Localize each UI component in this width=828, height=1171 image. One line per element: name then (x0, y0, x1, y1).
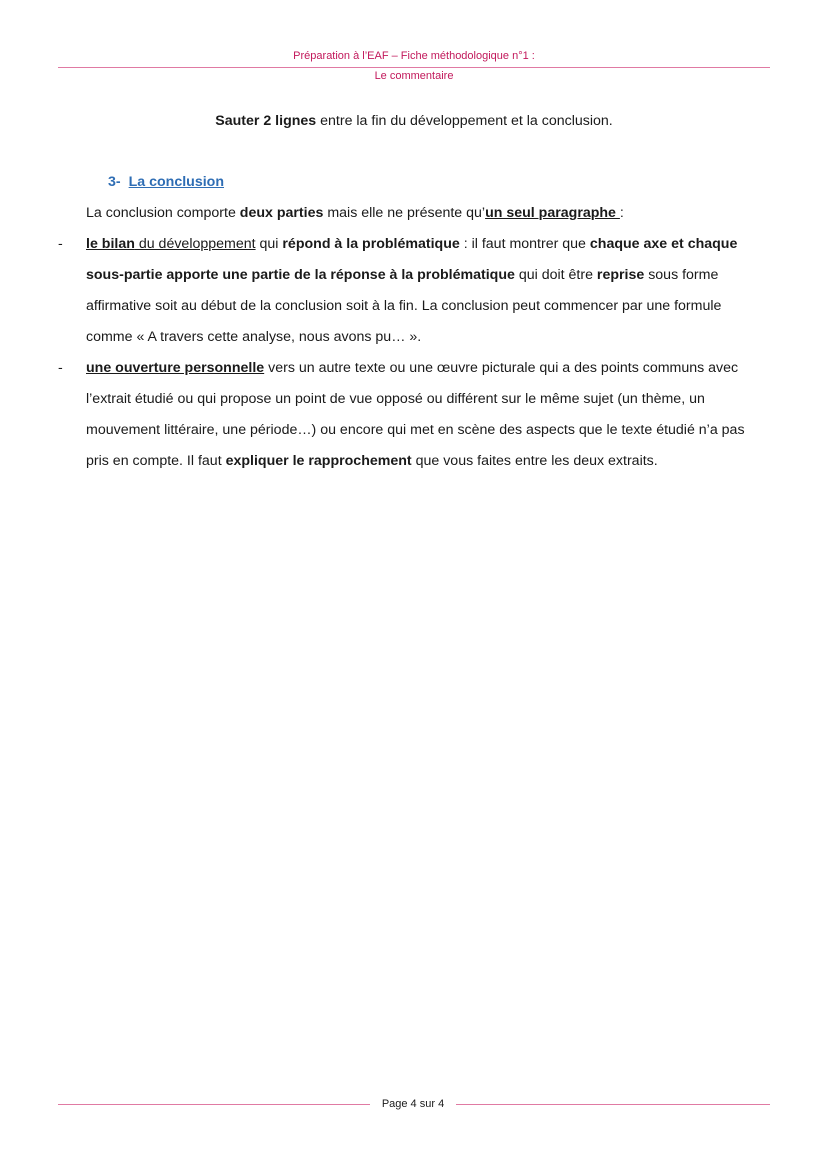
spacing-instruction-text: entre la fin du développement et la conclusion. (316, 113, 613, 129)
conclusion-intro (86, 198, 770, 229)
document-body (58, 106, 770, 477)
section-number: 3- (108, 174, 121, 190)
text-run: : il faut montrer que (459, 236, 590, 252)
conclusion-parts-list (58, 229, 770, 477)
spacing-instruction (58, 106, 770, 137)
list-item (58, 353, 770, 477)
footer-divider-right (456, 1104, 770, 1105)
bold-underline-run: le bilan (86, 236, 135, 252)
header-subtitle: Le commentaire (374, 70, 454, 82)
bold-run: chaque axe et chaque sous-partie apporte une partie de la réponse à la problématique (86, 236, 738, 283)
text-run: vers un autre texte ou une œuvre picturale qui a des points communs avec l’extrait étudié ou qui propose un point de vue opposé ou différent sur le même sujet (un thème, un mouvement littéraire, une période…) ou encore qui met en scène des aspects que le texte étudié n’a pas pris en compte. Il faut (86, 360, 745, 469)
text-run: La conclusion comporte (86, 205, 240, 221)
bold-underline-run: un seul paragraphe (485, 205, 620, 221)
bullet-dash: - (58, 236, 63, 252)
text-run: que vous faites entre les deux extraits. (411, 453, 658, 469)
bold-run: deux parties (239, 205, 324, 221)
bold-underline-run: une ouverture personnelle (86, 360, 265, 376)
text-run: mais elle ne présente qu’ (323, 205, 486, 221)
bold-run: répond à la problématique (282, 236, 460, 252)
header-title: Préparation à l’EAF – Fiche méthodologique n°1 : (293, 50, 535, 62)
text-run: qui (255, 236, 283, 252)
page-number: Page 4 sur 4 (381, 1098, 445, 1110)
text-run: qui doit être (514, 267, 597, 283)
underline-run: du développement (134, 236, 256, 252)
footer-divider-left (58, 1104, 370, 1105)
spacing-instruction-bold: Sauter 2 lignes (215, 113, 317, 129)
header-divider (58, 67, 770, 68)
list-item (58, 229, 770, 353)
section-title: La conclusion (128, 174, 225, 190)
bold-run: reprise (596, 267, 645, 283)
section-heading (108, 167, 770, 198)
text-run: sous forme affirmative soit au début de la conclusion soit à la fin. La conclusion peut commencer par une formule comme « A travers cette analyse, nous avons pu… ». (86, 267, 722, 345)
page-footer (58, 1096, 770, 1112)
bold-run: expliquer le rapprochement (225, 453, 412, 469)
bullet-dash: - (58, 360, 63, 376)
text-run: : (619, 205, 624, 221)
